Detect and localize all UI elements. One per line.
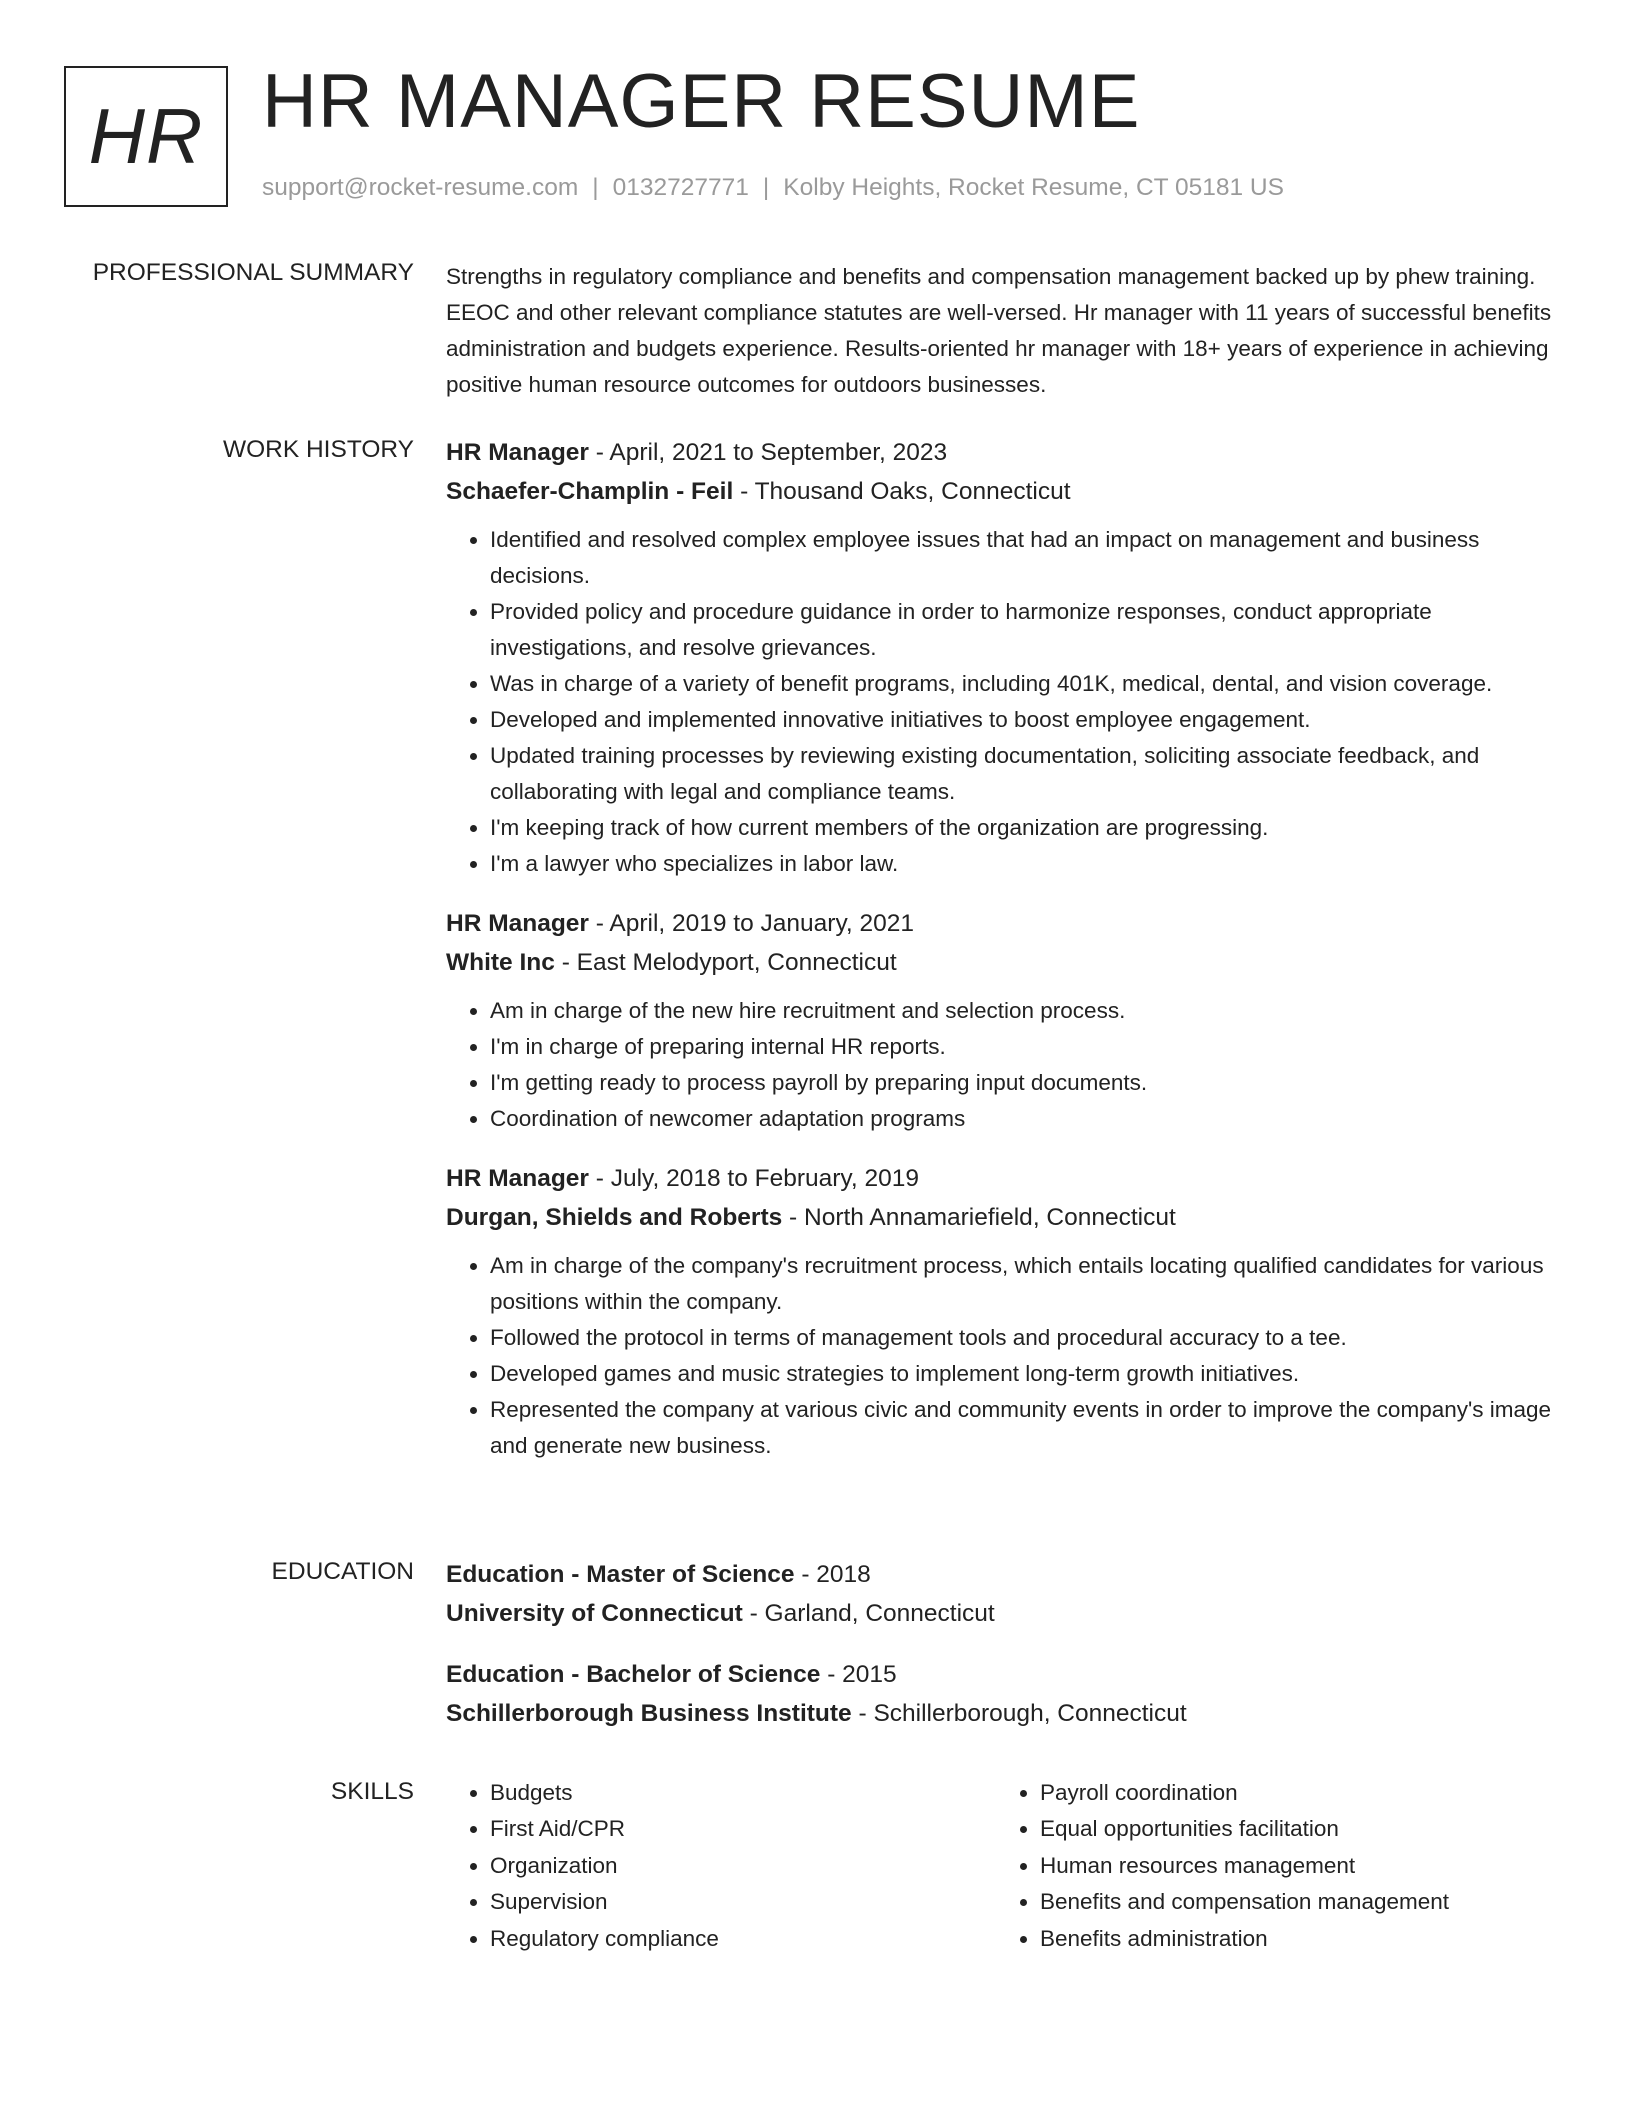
skill-item: • Regulatory compliance bbox=[490, 1921, 996, 1957]
education-location: - Garland, Connecticut bbox=[742, 1600, 995, 1627]
job-bullet: • Developed and implemented innovative initiatives to boost employee engagement. bbox=[490, 702, 1566, 738]
job-bullet: • Represented the company at various civic and community events in order to improve the company's image and generate new business. bbox=[490, 1392, 1566, 1464]
contact-email[interactable]: support@rocket-resume.com bbox=[262, 174, 579, 201]
skill-item: • Organization bbox=[490, 1848, 996, 1884]
job-bullet: • Was in charge of a variety of benefit programs, including 401K, medical, dental, and vision coverage. bbox=[490, 666, 1566, 702]
contact-phone[interactable]: 0132727771 bbox=[612, 174, 749, 201]
education-year: - 2018 bbox=[794, 1561, 871, 1588]
job-bullet: • Followed the protocol in terms of management tools and procedural accuracy to a tee. bbox=[490, 1320, 1566, 1356]
job-location: - Thousand Oaks, Connecticut bbox=[733, 478, 1071, 505]
education-degree-line bbox=[446, 1555, 1566, 1594]
section-label-education: EDUCATION bbox=[271, 1558, 414, 1585]
monogram-logo: HR bbox=[64, 66, 228, 207]
section-label-skills: SKILLS bbox=[330, 1778, 414, 1805]
skill-item: • Payroll coordination bbox=[1040, 1775, 1560, 1811]
skill-item: • First Aid/CPR bbox=[490, 1811, 996, 1847]
job-title: HR Manager bbox=[446, 1165, 589, 1192]
job-title: HR Manager bbox=[446, 439, 589, 466]
section-label-work-history: WORK HISTORY bbox=[222, 436, 414, 463]
job-bullets bbox=[446, 522, 1566, 882]
job-company: Schaefer-Champlin - Feil bbox=[446, 478, 734, 505]
skill-item: • Benefits and compensation management bbox=[1040, 1884, 1560, 1920]
job-title-line bbox=[446, 904, 1566, 943]
education-list bbox=[446, 1555, 1566, 1755]
education-degree: Education - Bachelor of Science bbox=[446, 1661, 821, 1688]
job-title-line bbox=[446, 1159, 1566, 1198]
education-school-line bbox=[446, 1594, 1566, 1633]
skills-column-left bbox=[446, 1775, 996, 1957]
job-company: Durgan, Shields and Roberts bbox=[446, 1204, 783, 1231]
job-company-line bbox=[446, 472, 1566, 511]
skill-item: • Equal opportunities facilitation bbox=[1040, 1811, 1560, 1847]
contact-address: Kolby Heights, Rocket Resume, CT 05181 US bbox=[783, 174, 1284, 201]
job-location: - North Annamariefield, Connecticut bbox=[782, 1204, 1176, 1231]
page-title: HR MANAGER RESUME bbox=[262, 59, 1141, 144]
job-bullet: • I'm keeping track of how current members of the organization are progressing. bbox=[490, 810, 1566, 846]
job-dates: - April, 2021 to September, 2023 bbox=[588, 439, 948, 466]
contact-line bbox=[262, 174, 1284, 202]
contact-separator: | bbox=[762, 174, 770, 201]
job-location: - East Melodyport, Connecticut bbox=[554, 949, 897, 976]
job-bullet: • I'm in charge of preparing internal HR reports. bbox=[490, 1029, 1566, 1065]
job-bullet: • Coordination of newcomer adaptation programs bbox=[490, 1101, 1566, 1137]
section-label-summary: PROFESSIONAL SUMMARY bbox=[92, 259, 414, 286]
education-school: University of Connecticut bbox=[446, 1600, 743, 1627]
job-company-line bbox=[446, 1198, 1566, 1237]
education-entry bbox=[446, 1655, 1566, 1733]
job-bullet: • Identified and resolved complex employee issues that had an impact on management and business decisions. bbox=[490, 522, 1566, 594]
job-bullet: • Provided policy and procedure guidance in order to harmonize responses, conduct appropriate investigations, and resolve grievances. bbox=[490, 594, 1566, 666]
job-bullet: • Am in charge of the company's recruitment process, which entails locating qualified candidates for various positions within the company. bbox=[490, 1248, 1566, 1320]
job-bullet: • I'm getting ready to process payroll by preparing input documents. bbox=[490, 1065, 1566, 1101]
job-title-line bbox=[446, 433, 1566, 472]
job-entry bbox=[446, 1159, 1566, 1464]
skill-item: • Benefits administration bbox=[1040, 1921, 1560, 1957]
job-title: HR Manager bbox=[446, 910, 589, 937]
education-school: Schillerborough Business Institute bbox=[446, 1700, 852, 1727]
job-entry bbox=[446, 433, 1566, 882]
education-school-line bbox=[446, 1694, 1566, 1733]
job-bullets bbox=[446, 993, 1566, 1137]
job-bullet: • Updated training processes by reviewing existing documentation, soliciting associate feedback, and collaborating with legal and compliance teams. bbox=[490, 738, 1566, 810]
education-degree-line bbox=[446, 1655, 1566, 1694]
education-degree: Education - Master of Science bbox=[446, 1561, 795, 1588]
skills-grid bbox=[446, 1775, 1566, 1957]
skill-item: • Budgets bbox=[490, 1775, 996, 1811]
skill-item: • Human resources management bbox=[1040, 1848, 1560, 1884]
job-bullet: • Developed games and music strategies to implement long-term growth initiatives. bbox=[490, 1356, 1566, 1392]
job-entry bbox=[446, 904, 1566, 1137]
education-location: - Schillerborough, Connecticut bbox=[851, 1700, 1187, 1727]
jobs-list bbox=[446, 433, 1566, 1486]
job-bullet: • I'm a lawyer who specializes in labor law. bbox=[490, 846, 1566, 882]
job-dates: - April, 2019 to January, 2021 bbox=[588, 910, 915, 937]
education-year: - 2015 bbox=[820, 1661, 897, 1688]
contact-separator: | bbox=[592, 174, 599, 201]
job-company-line bbox=[446, 943, 1566, 982]
job-bullets bbox=[446, 1248, 1566, 1464]
skills-column-right bbox=[996, 1775, 1560, 1957]
resume-header bbox=[64, 59, 1564, 216]
skill-item: • Supervision bbox=[490, 1884, 996, 1920]
education-entry bbox=[446, 1555, 1566, 1633]
job-bullet: • Am in charge of the new hire recruitment and selection process. bbox=[490, 993, 1566, 1029]
summary-text: Strengths in regulatory compliance and benefits and compensation management backed up by phew training. EEOC and other relevant compliance statutes are well-versed. Hr manager with 11 years of successful benefits administration and budgets experience. Results-oriented hr manager with 18+ years of experience in achieving positive human resource outcomes for outdoors businesses. bbox=[446, 264, 1552, 397]
job-company: White Inc bbox=[446, 949, 555, 976]
job-dates: - July, 2018 to February, 2019 bbox=[588, 1165, 919, 1192]
